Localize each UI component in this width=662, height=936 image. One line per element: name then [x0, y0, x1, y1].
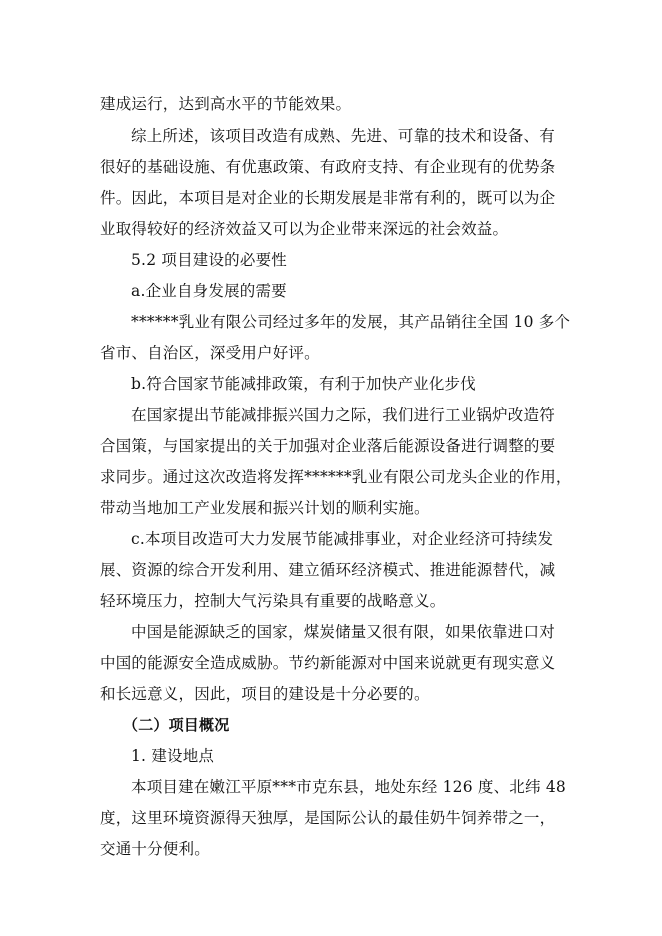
- subsection-heading: 1. 建设地点: [131, 747, 215, 765]
- paragraph-line: 中国的能源安全造成威胁。节约新能源对中国来说就更有现实意义: [100, 654, 556, 672]
- paragraph-line: 业取得较好的经济效益又可以为企业带来深远的社会效益。: [100, 220, 509, 238]
- paragraph-line: 省市、自治区，深受用户好评。: [100, 344, 320, 362]
- paragraph-line: 轻环境压力，控制大气污染具有重要的战略意义。: [100, 592, 446, 610]
- paragraph-line: 在国家提出节能减排振兴国力之际，我们进行工业锅炉改造符: [131, 406, 555, 424]
- paragraph-line: 合国策，与国家提出的关于加强对企业落后能源设备进行调整的要: [100, 437, 556, 455]
- paragraph-line: 交通十分便利。: [100, 840, 210, 858]
- paragraph-line: 带动当地加工产业发展和振兴计划的顺利实施。: [100, 499, 430, 517]
- subsection-heading: b.符合国家节能减排政策，有利于加快产业化步伐: [131, 375, 476, 393]
- section-heading: 5.2 项目建设的必要性: [131, 251, 287, 269]
- paragraph-line: 建成运行，达到高水平的节能效果。: [100, 95, 352, 113]
- paragraph-line: 展、资源的综合开发利用、建立循环经济模式、推进能源替代，减: [100, 561, 556, 579]
- paragraph-line: 中国是能源缺乏的国家，煤炭储量又很有限，如果依靠进口对: [131, 623, 555, 641]
- paragraph-line: 很好的基础设施、有优惠政策、有政府支持、有企业现有的优势条: [100, 158, 556, 176]
- paragraph-line: 度，这里环境资源得天独厚，是国际公认的最佳奶牛饲养带之一，: [100, 809, 556, 827]
- paragraph-line: c.本项目改造可大力发展节能减排事业，对企业经济可持续发: [131, 530, 554, 548]
- chapter-heading: （二）项目概况: [123, 716, 230, 734]
- paragraph-line: 件。因此，本项目是对企业的长期发展是非常有利的，既可以为企: [100, 189, 556, 207]
- paragraph-line: 本项目建在嫩江平原***市克东县，地处东经 126 度、北纬 48: [131, 778, 566, 796]
- paragraph-line: ******乳业有限公司经过多年的发展，其产品销往全国 10 多个: [131, 313, 571, 331]
- paragraph-line: 和长远意义，因此，项目的建设是十分必要的。: [100, 685, 430, 703]
- paragraph-line: 综上所述，该项目改造有成熟、先进、可靠的技术和设备、有: [131, 127, 555, 145]
- subsection-heading: a.企业自身发展的需要: [131, 282, 287, 300]
- paragraph-line: 求同步。通过这次改造将发挥******乳业有限公司龙头企业的作用，: [100, 468, 572, 486]
